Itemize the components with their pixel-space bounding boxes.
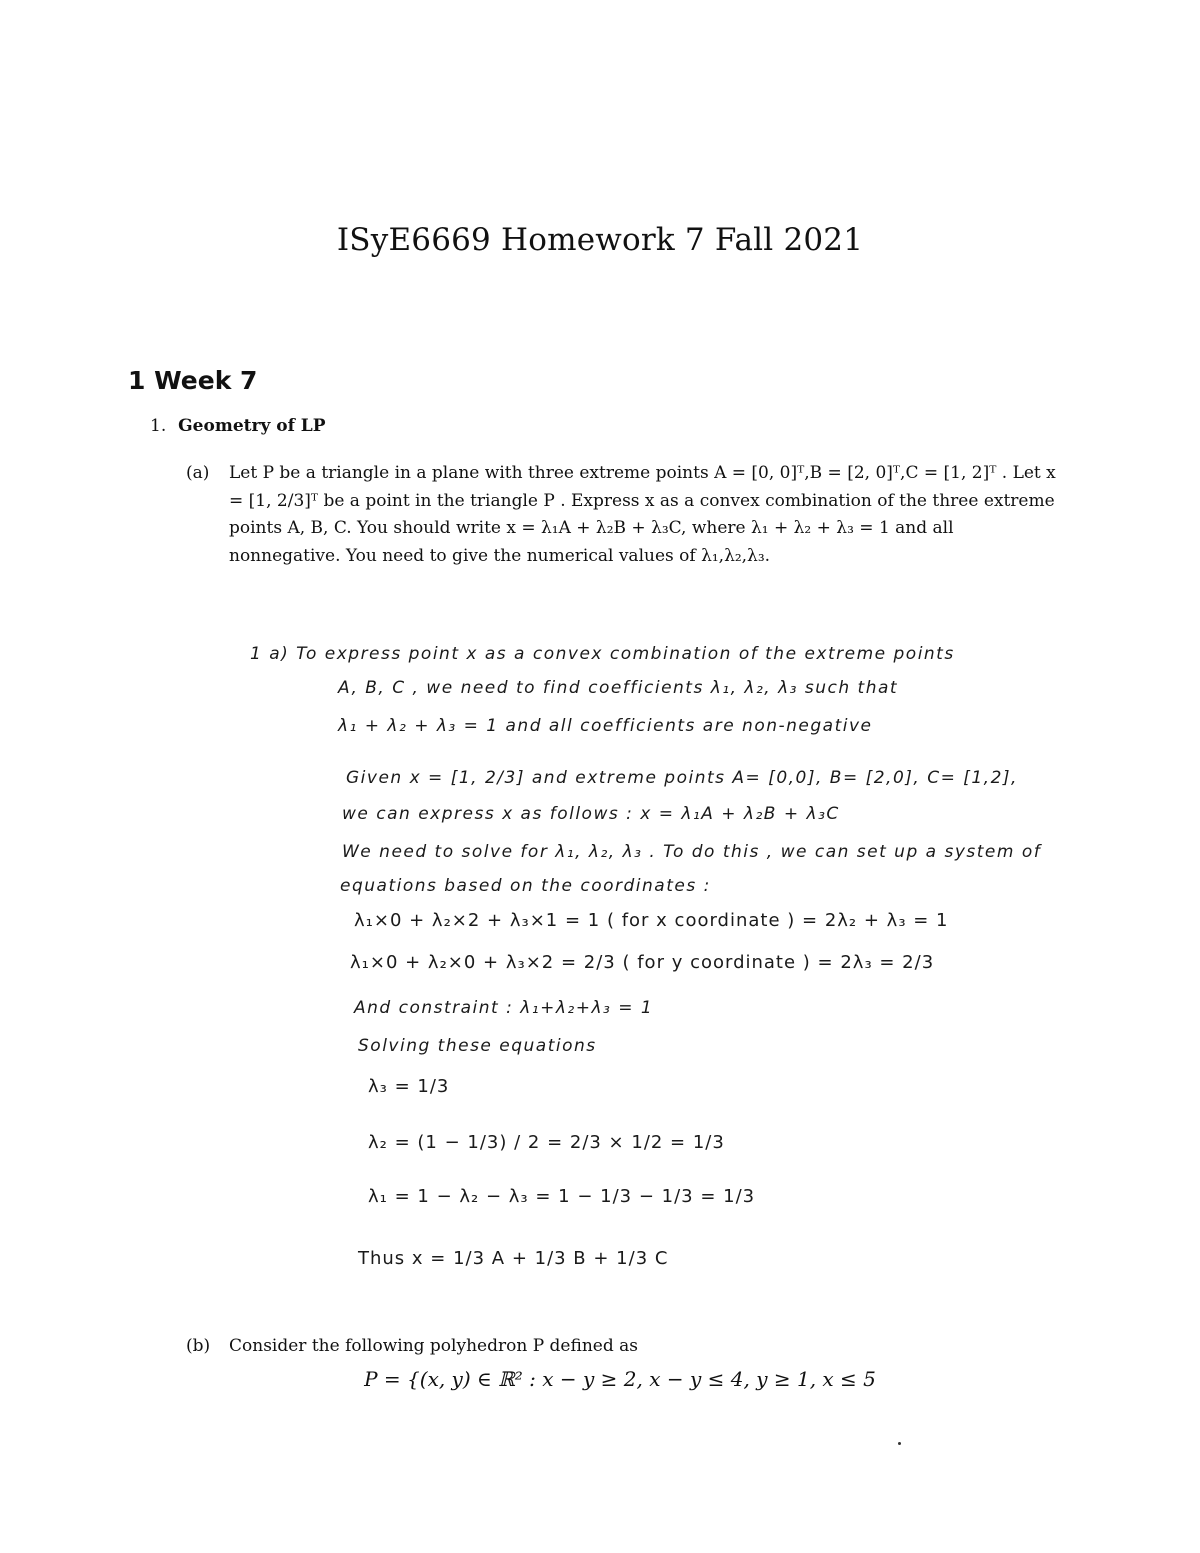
- part-a-label: (a): [186, 463, 210, 483]
- question-number: 1.: [150, 416, 167, 436]
- solution-line-2: A, B, C , we need to find coefficients λ₁, λ₂, λ₃ such that: [338, 678, 899, 698]
- handwritten-solution: [250, 620, 1050, 1300]
- part-b-label: (b): [186, 1336, 211, 1356]
- solution-line-11: Solving these equations: [358, 1036, 597, 1056]
- question-title: Geometry of LP: [178, 416, 326, 436]
- part-b-text: Consider the following polyhedron P defined as: [229, 1336, 638, 1356]
- section-heading: 1 Week 7: [128, 366, 258, 395]
- solution-line-12: λ₃ = 1/3: [368, 1076, 450, 1097]
- polyhedron-definition: P = {(x, y) ∈ ℝ² : x − y ≥ 2, x − y ≤ 4, y ≥ 1, x ≤ 5: [364, 1367, 876, 1391]
- stray-mark: [898, 1442, 901, 1445]
- document-title: ISyE6669 Homework 7 Fall 2021: [336, 222, 864, 258]
- solution-line-5: we can express x as follows : x = λ₁A + λ₂B + λ₃C: [342, 804, 840, 824]
- solution-line-13: λ₂ = (1 − 1/3) / 2 = 2/3 × 1/2 = 1/3: [368, 1132, 725, 1153]
- solution-line-10: And constraint : λ₁+λ₂+λ₃ = 1: [354, 998, 654, 1018]
- solution-line-3: λ₁ + λ₂ + λ₃ = 1 and all coefficients are non-negative: [338, 716, 873, 736]
- solution-line-7: equations based on the coordinates :: [340, 876, 711, 896]
- solution-line-9: λ₁×0 + λ₂×0 + λ₃×2 = 2/3 ( for y coordinate ) = 2λ₃ = 2/3: [350, 952, 935, 973]
- solution-line-6: We need to solve for λ₁, λ₂, λ₃ . To do this , we can set up a system of: [342, 842, 1042, 862]
- solution-line-8: λ₁×0 + λ₂×2 + λ₃×1 = 1 ( for x coordinate ) = 2λ₂ + λ₃ = 1: [354, 910, 949, 931]
- question-heading: [150, 416, 326, 436]
- part-a: [186, 460, 1066, 570]
- solution-line-15: Thus x = 1/3 A + 1/3 B + 1/3 C: [358, 1248, 669, 1269]
- part-a-text: Let P be a triangle in a plane with three extreme points A = [0, 0]ᵀ,B = [2, 0]ᵀ,C = [1, 2]ᵀ . Let x = [1, 2/3]ᵀ be a point in the triangle P . Express x as a convex combination of the three extreme points A, B, C. You should write x = λ₁A + λ₂B + λ₃C, where λ₁ + λ₂ + λ₃ = 1 and all nonnegative. You need to give the numerical values of λ₁,λ₂,λ₃.: [229, 463, 1056, 566]
- solution-line-14: λ₁ = 1 − λ₂ − λ₃ = 1 − 1/3 − 1/3 = 1/3: [368, 1186, 756, 1207]
- solution-line-1: 1 a) To express point x as a convex combination of the extreme points: [250, 644, 955, 664]
- part-b: [186, 1333, 1066, 1361]
- solution-line-4: Given x = [1, 2/3] and extreme points A= [0,0], B= [2,0], C= [1,2],: [346, 768, 1018, 788]
